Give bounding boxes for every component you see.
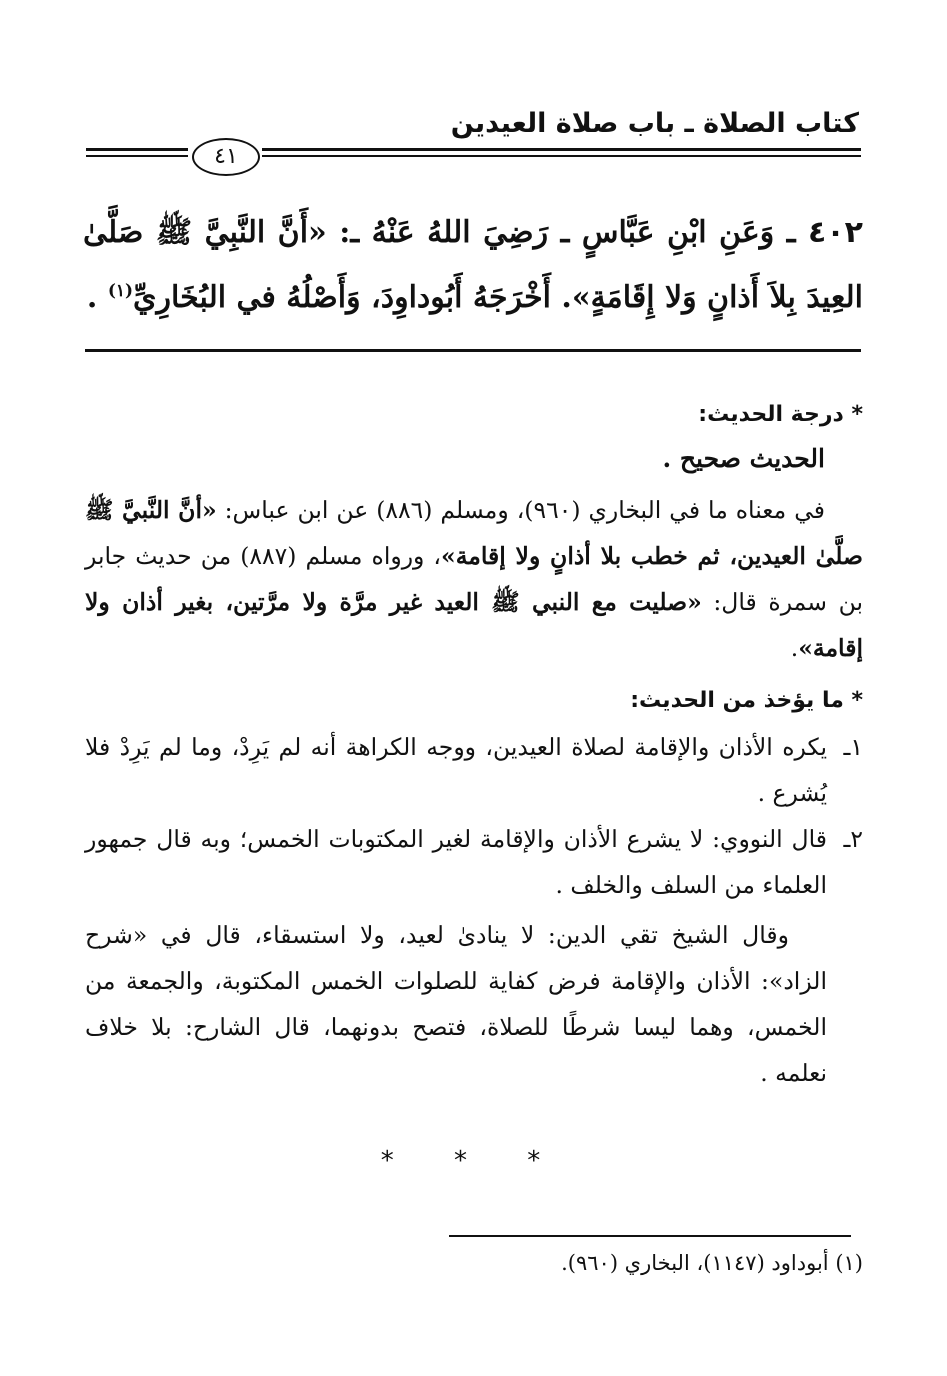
item-2-cont-text: وقال الشيخ تقي الدين: لا ينادىٰ لعيد، ولا استسقاء، قال في «شرح الزاد»: الأذان والإقامة فرض كفاية للصلوات الخمس المكتوبة، والجمعة من الخمس، وهما ليسا شرطًا للصلاة، فتصح بدونهما، قال الشارح: بلا خلاف نعلمه .	[85, 921, 827, 1087]
takeaways-heading: * ما يؤخذ من الحديث:	[630, 688, 863, 713]
footnote: (١) أبوداود (١١٤٧)، البخاري (٩٦٠).	[561, 1251, 863, 1275]
hadith-body: وَعَنِ ابْنِ عَبَّاسٍ ـ رَضِيَ اللهُ عَنْهُ ـ: «أَنَّ النَّبِيَّ ﷺ صَلَّىٰ العِيدَ بِلاَ أَذانٍ وَلا إِقَامَةٍ». أَخْرَجَهُ أَبُوداوِدَ، وَأَصْلُهُ في البُخَارِيِّ	[83, 215, 863, 315]
hadith-number: ٤٠٢	[808, 215, 863, 250]
footnote-rule	[449, 1235, 851, 1237]
item-2-marker: ٢ـ	[843, 825, 863, 853]
header-rule-left-thin	[86, 155, 188, 157]
header-rule-left	[86, 148, 188, 151]
hadith-dash: ـ	[786, 215, 796, 250]
section-separator: * * *	[380, 1146, 567, 1176]
para-text-2: ، ورواه مسلم (٨٨٧) من حديث جابر بن سمرة قال:	[85, 542, 864, 616]
header-rule-right	[262, 148, 861, 151]
para-quote-1: «أنَّ النَّبيَّ ﷺ صلَّىٰ العيدين، ثم خطب بلا أذانٍ ولا إقامة»	[85, 496, 863, 570]
page-number: ٤١	[192, 138, 260, 176]
footnote-ref: (١)	[107, 281, 134, 301]
item-1-text: يكره الأذان والإقامة لصلاة العيدين، ووجه الكراهة أنه لم يَرِدْ، وما لم يَرِدْ فلا يُشرع .	[85, 733, 827, 807]
grade-text: الحديث صحيح .	[662, 444, 825, 473]
hadith-text-block	[83, 204, 863, 327]
item-2-text: قال النووي: لا يشرع الأذان والإقامة لغير المكتوبات الخمس؛ وبه قال جمهور العلماء من السلف والخلف .	[85, 825, 827, 899]
para-quote-2: «صليت مع النبي ﷺ العيد غير مرَّة ولا مرَّتين، بغير أذان ولا إقامة»	[85, 588, 863, 662]
para-text-1: في معناه ما في البخاري (٩٦٠)، ومسلم (٨٨٦) عن ابن عباس:	[216, 496, 826, 524]
para-text-3: .	[790, 634, 799, 662]
item-1-marker: ١ـ	[843, 733, 863, 761]
takeaway-item-2	[85, 816, 863, 908]
takeaway-item-1	[85, 724, 863, 816]
header-rule-right-thin	[262, 155, 861, 157]
takeaway-item-2-continued	[85, 912, 863, 1096]
hadith-divider	[85, 349, 861, 352]
hadith-end: .	[86, 280, 108, 315]
grade-heading: * درجة الحديث:	[698, 402, 863, 427]
running-title: كتاب الصلاة ـ باب صلاة العيدين	[450, 108, 859, 139]
grade-explanation-paragraph	[85, 487, 863, 671]
